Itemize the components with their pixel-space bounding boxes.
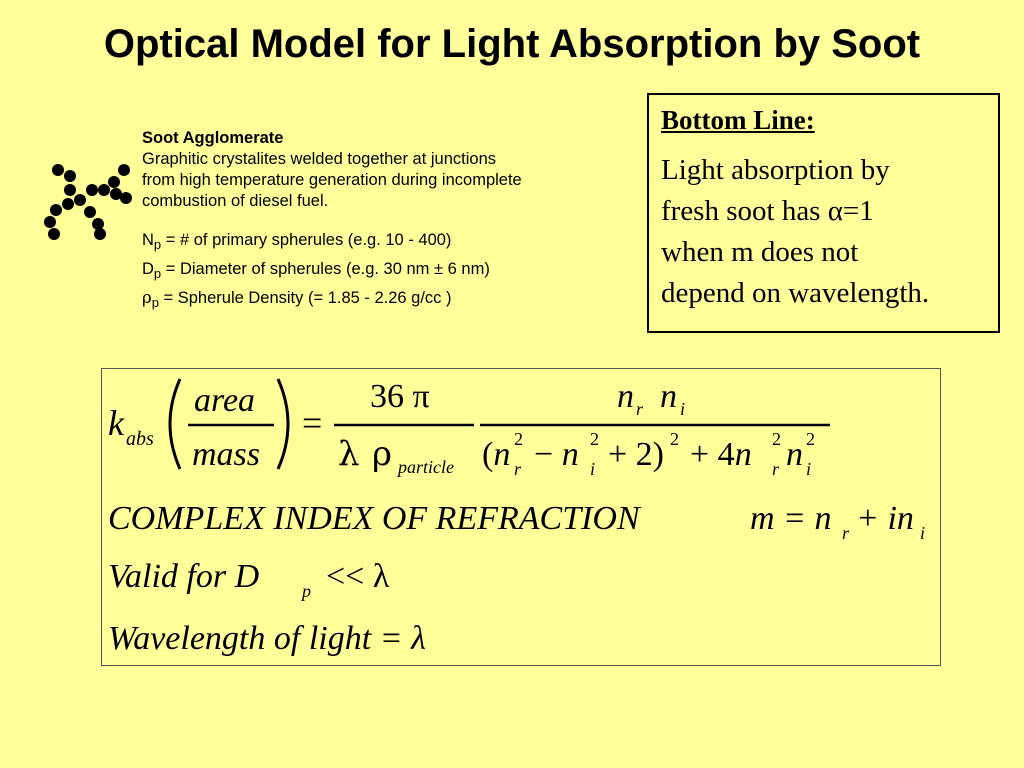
eq-den-r: r <box>514 459 522 479</box>
eq-valid-for: Valid for D <box>108 558 260 595</box>
eq-36pi: 36 π <box>370 378 430 415</box>
bottom-line-4: depend on wavelength. <box>661 277 930 309</box>
agglomerate-line-3: combustion of diesel fuel. <box>142 192 329 210</box>
bottom-line-1: Light absorption by <box>661 154 890 186</box>
equation-box <box>101 368 941 666</box>
bottom-line-title: Bottom Line: <box>661 105 815 135</box>
param-rhop-sub: p <box>151 295 159 310</box>
eq-m-equals: m = n <box>750 500 832 537</box>
parameter-list <box>142 226 622 313</box>
eq-den: (n <box>482 436 511 473</box>
eq-ni-num: n <box>660 378 677 415</box>
equation-svg <box>102 369 942 667</box>
eq-nr-num-sub: r <box>636 399 644 419</box>
eq-valid-rel: << λ <box>326 558 390 595</box>
eq-den-sq4: 2 <box>772 429 781 449</box>
bottom-line-3: when m does not <box>661 236 859 268</box>
eq-k: k <box>108 403 124 443</box>
agglomerate-line-2: from high temperature generation during incomplete <box>142 171 522 189</box>
eq-complex-index: COMPLEX INDEX OF REFRACTION <box>108 500 640 537</box>
eq-rho: ρ <box>372 434 392 474</box>
eq-den-sq2: 2 <box>590 429 599 449</box>
param-rhop <box>142 284 622 313</box>
eq-den-minus: − n <box>534 436 579 473</box>
param-np-text: = # of primary spherules (e.g. 10 - 400) <box>161 231 452 249</box>
eq-nr-num: n <box>617 378 634 415</box>
param-rhop-text: = Spherule Density (= 1.85 - 2.26 g/cc ) <box>158 289 452 307</box>
eq-m-r: r <box>842 523 850 543</box>
eq-den-n: n <box>786 436 803 473</box>
bottom-line-2: fresh soot has α=1 <box>661 195 874 227</box>
param-dp-text: = Diameter of spherules (e.g. 30 nm ± 6 nm) <box>161 260 490 278</box>
eq-equals: = <box>302 403 323 443</box>
param-np <box>142 226 622 255</box>
soot-agglomerate-icon <box>40 160 140 250</box>
bottom-line-box <box>647 93 1000 333</box>
eq-ni-num-sub: i <box>680 399 686 419</box>
agglomerate-heading: Soot Agglomerate <box>142 129 284 147</box>
param-np-symbol: N <box>142 231 154 249</box>
eq-particle: particle <box>398 457 454 477</box>
eq-den-sq3: 2 <box>670 429 679 449</box>
eq-den-r2: r <box>772 459 780 479</box>
agglomerate-description <box>142 128 622 313</box>
eq-mass: mass <box>192 436 261 473</box>
param-dp-sub: p <box>153 266 162 281</box>
param-rhop-symbol: ρ <box>142 288 152 307</box>
eq-m-plus: + in <box>856 500 914 537</box>
eq-den-4: + 4n <box>690 436 752 473</box>
eq-m-i: i <box>920 523 926 543</box>
param-dp <box>142 255 622 284</box>
agglomerate-line-1: Graphitic crystalites welded together at junctions <box>142 150 497 168</box>
param-dp-symbol: D <box>142 260 154 278</box>
eq-lambda: λ <box>338 434 360 474</box>
eq-area: area <box>194 382 256 419</box>
eq-abs: abs <box>126 428 154 450</box>
param-np-sub: p <box>153 237 162 252</box>
eq-left-paren <box>170 379 180 469</box>
eq-den-i: i <box>590 459 596 479</box>
eq-den-i2: i <box>806 459 812 479</box>
eq-den-sq5: 2 <box>806 429 815 449</box>
eq-right-paren <box>278 379 288 469</box>
eq-wavelength: Wavelength of light = λ <box>108 620 426 657</box>
page-title: Optical Model for Light Absorption by Soot <box>103 22 921 66</box>
eq-den-plus2: + 2) <box>608 436 664 473</box>
eq-den-sq1: 2 <box>514 429 523 449</box>
bottom-line-body <box>661 150 986 314</box>
eq-valid-p: p <box>302 581 311 601</box>
